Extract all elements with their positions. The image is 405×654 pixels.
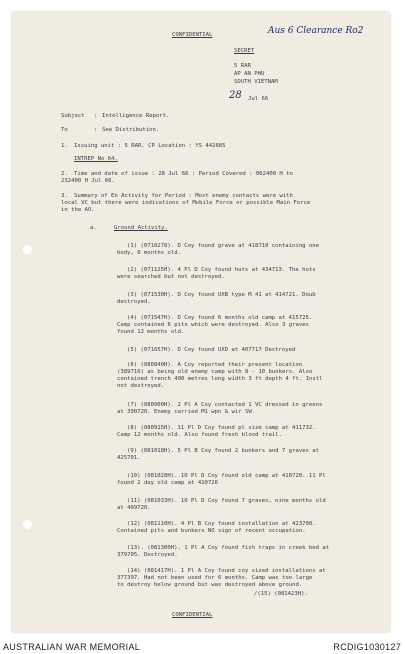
para-number: 2. [61,171,68,177]
activity-entry: (12) (081110H). 4 Pl B Coy found installation at 423708. [127,521,316,527]
activity-entry-continued: Camp contained 6 pits which were destroyed. Also 3 graves [117,322,309,328]
activity-entry-continued: were searched but not destroyed. [117,274,225,280]
activity-entry-continued: at 409720. [117,505,151,511]
activity-entry-continued: at 390720. Enemy carried M1 wpn & wir SW. [117,409,256,415]
activity-entry: (6) (080840H). A Coy reported their present location [127,362,303,368]
activity-entry: (8) (080915H). 11 Pl D Coy found pl size camp at 411732. [127,425,316,431]
activity-entry: (1) (0710278). D Coy found grave at 418710 containing one [127,243,319,249]
activity-entry-continued: Camp 12 months old. Also found fresh blood trail. [117,432,283,438]
activity-entry: (3) (071530H). D Coy found UXB type M 41 at 414721. Doub [127,292,316,298]
date-handwritten: 28 [229,90,242,101]
unit-line: AP AN PHU [234,71,265,77]
para-text: local VC but there were indications of Mobile Force or possible Main Force [61,200,311,206]
footer-institution: AUSTRALIAN WAR MEMORIAL [3,642,141,652]
para-text: Issuing unit : 5 RAR, CP Location : YS 442685 [74,143,226,149]
activity-entry-continued: 425701. [117,455,141,461]
activity-entry-continued: 379705. Destroyed. [117,552,178,558]
section-letter: a. [90,225,97,231]
activity-entry-continued: body, 6 months old. [117,250,181,256]
to-label: To [61,127,68,133]
handwritten-note: Aus 6 Clearance Ro2 [268,26,364,36]
classification-top: CONFIDENTIAL [172,32,213,38]
para-text: Time and date of issue : 28 Jul 66 : Period Covered : 062400 H to [74,171,293,177]
to-colon: : [94,127,98,133]
activity-entry: (10) (081028H). 10 Pl D Coy found old camp at 410720. 11 Pl [127,473,326,479]
activity-entry: (4) (071547H). D Coy found 6 months old camp at 415725. [127,315,313,321]
activity-entry-continued: (389716) as being old enemy camp with 8 - 10 bunkers. Also [117,369,313,375]
footer-reference: RCDIG1030127 [333,642,401,652]
secret-label: SECRET [234,48,255,54]
classification-bottom: CONFIDENTIAL [172,612,213,618]
archive-footer [0,637,405,654]
unit-line: 5 RAR [234,63,251,69]
activity-entry: (5) (071657H). D Coy found UXD at 407717 Destroyed [127,347,296,353]
activity-entry: (13). (081300H). 1 Pl A Coy found fish traps in creek bed at [127,545,330,551]
para-text: 232400 H Jul 66. [61,178,115,184]
section-title: Ground Activity. [114,225,168,231]
intrep-number: INTREP No 64. [74,156,118,162]
date-printed: Jul 66 [248,96,269,102]
punch-hole [23,520,32,529]
activity-entry-continued: found 2 day old camp at 410726 [117,480,219,486]
subject-colon: : [94,113,98,119]
activity-entry: (11) (081033H). 10 Pl D Coy found 7 graves, nine months old [127,498,326,504]
para-text: in the AO. [61,207,95,213]
activity-entry: (9) (081018H). 5 Pl B Coy found 2 bunkers and 7 graves at [127,448,319,454]
to-value: See Distribution. [102,127,160,133]
activity-entry-continued: contained trench 400 metres long width 3 ft depth 4 ft. Instl [117,376,323,382]
activity-entry-continued: not destroyed. [117,383,165,389]
activity-entry: (7) (080900H). 2 Pl A Coy contacted 1 VC dressed in greens [127,402,323,408]
activity-entry-continued: destroyed. [117,299,151,305]
punch-hole [23,245,32,254]
activity-entry-continued: Contained pits and bunkers NO sign of recent occupation. [117,528,306,534]
subject-value: Intelligence Report. [102,113,170,119]
activity-entry-continued: found 12 months old. [117,329,185,335]
document-page [12,12,390,632]
para-number: 1. [61,143,68,149]
activity-entry-continued: 377397. Had not been used for 6 months. Camp was too large [117,575,313,581]
activity-entry: (2) (071125H). 4 Pl D Coy found huts at 434713. The huts [127,267,316,273]
para-text: Summary of En Activity for Period : Most enemy contacts were with [74,193,293,199]
para-number: 3. [61,193,68,199]
activity-entry: (14) (081417H). 1 Pl A Coy found coy sized installations at [127,568,326,574]
unit-line: SOUTH VIETNAM [234,79,278,85]
activity-entry-continued: to destroy below ground but was destroyed above ground. [117,582,303,588]
subject-label: Subject [61,113,85,119]
continuation-marker: /(15) (081423H). [254,591,308,597]
